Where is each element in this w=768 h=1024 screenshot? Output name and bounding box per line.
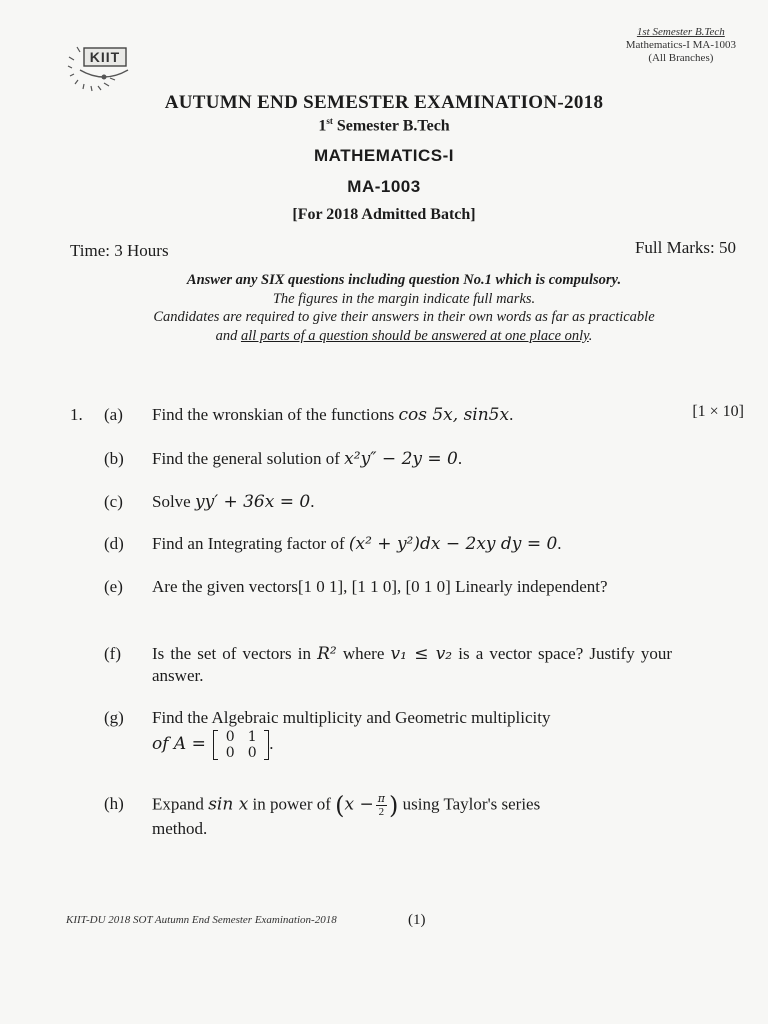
part-label: (a) <box>104 405 123 424</box>
part-math: (x² + y²)dx − 2xy dy = 0 <box>348 534 558 554</box>
part-math: yy′ + 36x = 0 <box>194 492 311 512</box>
part-text-a: Is the set of vectors in <box>152 644 318 663</box>
semester-line <box>0 116 768 135</box>
instruction-own-words: Candidates are required to give their answers in their own words as far as practicable <box>153 309 655 325</box>
question-part-a <box>104 404 684 428</box>
part-text <box>152 404 672 426</box>
matrix-cell: 0 <box>247 745 257 761</box>
instruction-one-place-suffix: . <box>588 328 593 344</box>
question-marks: [1 × 10] <box>692 403 744 420</box>
fraction-pi-over-2 <box>376 793 387 818</box>
part-label: (f) <box>104 644 121 663</box>
matrix-row <box>219 729 263 745</box>
paren-right: ) <box>389 791 399 820</box>
subject-name: MATHEMATICS-I <box>314 146 454 165</box>
fraction-numerator: π <box>377 792 386 805</box>
part-text-b: where <box>336 644 391 663</box>
full-marks: Full Marks: 50 <box>634 238 736 257</box>
question-part-h <box>104 793 684 847</box>
course-tag <box>626 26 736 65</box>
part-math-a: sin x <box>208 794 249 815</box>
footer-text: KIIT-DU 2018 SOT Autumn End Semester Examination-2018 <box>66 914 337 926</box>
batch-line: [For 2018 Admitted Batch] <box>292 206 476 223</box>
matrix-cell: 0 <box>225 745 235 761</box>
part-text <box>152 707 672 761</box>
part-text <box>152 533 672 555</box>
question-part-b <box>104 448 684 472</box>
part-of-a: of A = <box>152 733 212 754</box>
part-text-a: Expand <box>152 794 209 814</box>
part-text <box>152 448 672 470</box>
part-label: (b) <box>104 449 124 468</box>
course-tag-branches: (All Branches) <box>648 52 714 64</box>
part-label: (e) <box>104 577 123 596</box>
part-label: (g) <box>104 708 124 727</box>
part-text-lead: Find the wronskian of the functions <box>152 405 399 424</box>
part-math-x: x − <box>344 794 374 815</box>
part-text-tail: . <box>557 534 562 553</box>
part-text-lead: Find an Integrating factor of <box>152 534 349 553</box>
matrix-row <box>219 745 263 761</box>
course-tag-semester: 1st Semester B.Tech <box>636 26 725 38</box>
question-part-e <box>104 576 684 622</box>
part-text-line1: Find the Algebraic multiplicity and Geometric multiplicity <box>152 708 551 727</box>
part-text-lead: Find the general solution of <box>152 449 345 468</box>
part-math-b: v₁ ≤ v₂ <box>390 644 453 664</box>
part-text-tail: . <box>457 449 463 468</box>
part-label: (d) <box>104 534 124 553</box>
part-label: (c) <box>104 492 123 511</box>
time-allowed: Time: 3 Hours <box>70 241 169 260</box>
matrix-cell: 0 <box>225 729 235 745</box>
instruction-one-place <box>40 328 768 345</box>
part-text-tail: . <box>269 733 274 753</box>
part-label: (h) <box>104 794 124 813</box>
matrix-a <box>213 729 269 761</box>
question-part-d <box>104 533 684 557</box>
part-text-lead: Solve <box>152 492 195 511</box>
part-text-tail: . <box>310 492 315 511</box>
part-text-c: using Taylor's series <box>398 794 541 814</box>
semester-program: Semester B.Tech <box>332 117 450 135</box>
instruction-compulsory: Answer any SIX questions including question No.1 which is compulsory. <box>186 272 622 288</box>
part-text <box>152 491 672 513</box>
part-text-c: is a vector space? Justify your answer. <box>152 644 672 685</box>
part-math-a: R² <box>317 644 337 664</box>
part-math: cos 5x, sin5x <box>398 405 510 425</box>
question-part-c <box>104 491 684 515</box>
matrix-cell: 1 <box>247 729 257 745</box>
part-text-tail: . <box>509 405 514 424</box>
fraction-denominator: 2 <box>378 806 385 818</box>
paren-left: ( <box>335 791 345 820</box>
question-part-g <box>104 707 684 771</box>
page-number: (1) <box>408 912 426 928</box>
course-tag-subject: Mathematics-I MA-1003 <box>625 39 736 51</box>
question-number: 1. <box>70 405 83 424</box>
instruction-one-place-prefix: and <box>215 328 241 344</box>
part-text-line2: method. <box>152 819 208 838</box>
part-text <box>152 643 672 687</box>
part-math: x²y″ − 2y = 0 <box>344 449 458 469</box>
part-text: Are the given vectors[1 0 1], [1 1 0], [0 1 0] Linearly independent? <box>152 577 608 596</box>
exam-title: AUTUMN END SEMESTER EXAMINATION-2018 <box>164 92 604 113</box>
part-text <box>152 793 672 840</box>
instruction-one-place-underlined: all parts of a question should be answered at one place only <box>240 328 589 344</box>
part-text-b: in power of <box>248 794 336 814</box>
university-logo-icon <box>66 40 140 94</box>
question-part-f <box>104 643 684 689</box>
instruction-marks: The figures in the margin indicate full marks. <box>272 291 536 307</box>
logo-text: KIIT <box>89 49 121 65</box>
subject-code: MA-1003 <box>347 177 421 196</box>
semester-suffix: st <box>326 116 333 126</box>
semester-number: 1 <box>318 117 327 135</box>
